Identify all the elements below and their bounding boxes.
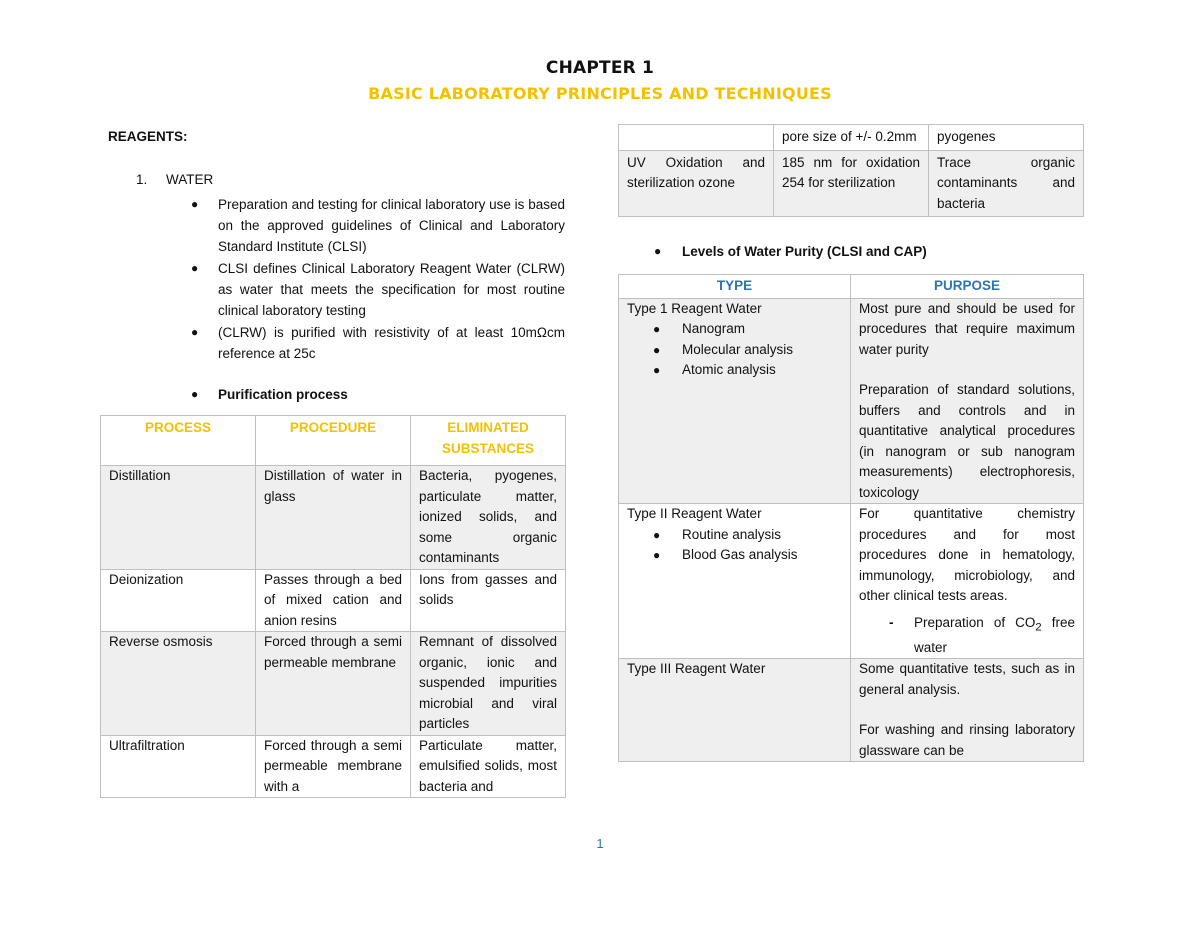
section-heading: REAGENTS: bbox=[108, 129, 188, 144]
left-column bbox=[100, 126, 565, 798]
bullet-icon: ● bbox=[191, 197, 199, 211]
table-cell: Passes through a bed of mixed cation and anion resins bbox=[256, 569, 411, 632]
table-row bbox=[101, 569, 566, 632]
table-header-row bbox=[619, 275, 1084, 299]
item-title: WATER bbox=[166, 172, 214, 187]
table-cell: Trace organic contaminants and bacteria bbox=[929, 150, 1084, 217]
table-cell bbox=[851, 659, 1084, 762]
numbered-item bbox=[136, 169, 565, 190]
table-cell: Remnant of dissolved organic, ionic and suspended impurities microbial and viral particles bbox=[411, 632, 566, 736]
table-row bbox=[619, 150, 1084, 217]
table-cell bbox=[619, 659, 851, 762]
bullet-icon: ● bbox=[653, 363, 661, 377]
bullet-icon: ● bbox=[653, 322, 661, 336]
column-header: PURPOSE bbox=[851, 275, 1084, 299]
table-row bbox=[101, 466, 566, 570]
table-row bbox=[101, 735, 566, 798]
table-cell: pyogenes bbox=[929, 125, 1084, 151]
chapter-subtitle: BASIC LABORATORY PRINCIPLES AND TECHNIQUES bbox=[368, 84, 832, 103]
table-cell: Particulate matter, emulsified solids, most bacteria and bbox=[411, 735, 566, 798]
page-number: 1 bbox=[596, 836, 604, 851]
water-types-table bbox=[618, 274, 1084, 762]
list-item: ● Atomic analysis bbox=[627, 360, 842, 381]
purification-table bbox=[100, 415, 566, 798]
bullet-icon: ● bbox=[653, 527, 661, 542]
purification-heading: ● Purification process bbox=[100, 384, 565, 405]
type-uses-list bbox=[627, 319, 842, 381]
bullet-icon: ● bbox=[191, 325, 199, 339]
table-cell: Ultrafiltration bbox=[101, 735, 256, 798]
column-header: PROCEDURE bbox=[256, 416, 411, 466]
list-item: ● Molecular analysis bbox=[627, 340, 842, 361]
bullet-icon: ● bbox=[654, 244, 662, 258]
list-item: ● Preparation and testing for clinical laboratory use is based on the approved guidelines of Clinical and Laboratory Standard Institute (CLSI) bbox=[100, 194, 565, 257]
dash-icon: - bbox=[889, 614, 894, 630]
levels-heading: ● Levels of Water Purity (CLSI and CAP) bbox=[618, 241, 1083, 262]
table-header-row bbox=[101, 416, 566, 466]
type-name: Type III Reagent Water bbox=[627, 661, 766, 677]
table-cell bbox=[619, 504, 851, 659]
bullet-icon: ● bbox=[191, 387, 199, 401]
table-row bbox=[101, 632, 566, 736]
table-cell bbox=[619, 125, 774, 151]
table-cell: Forced through a semi permeable membrane bbox=[256, 632, 411, 736]
table-cell: Distillation bbox=[101, 466, 256, 570]
page-header bbox=[0, 58, 1200, 103]
list-item: ● Routine analysis bbox=[627, 525, 842, 546]
purpose-text: Preparation of standard solutions, buffers and controls and in quantitative analytical procedures (in nanogram or sub nanogram measurements) electrophoresis, toxicology bbox=[859, 382, 1075, 500]
chapter-title: CHAPTER 1 bbox=[545, 58, 655, 78]
table-cell: Forced through a semi permeable membrane with a bbox=[256, 735, 411, 798]
table-cell: Reverse osmosis bbox=[101, 632, 256, 736]
table-cell: 185 nm for oxidation 254 for sterilization bbox=[774, 150, 929, 217]
table-cell: UV Oxidation and sterilization ozone bbox=[619, 150, 774, 217]
table-row bbox=[619, 504, 1084, 659]
list-item: ● (CLRW) is purified with resistivity of at least 10mΩcm reference at 25c bbox=[100, 322, 565, 364]
table-cell bbox=[851, 298, 1084, 504]
table-row bbox=[619, 659, 1084, 762]
purpose-text: For washing and rinsing laboratory glassware can be bbox=[859, 722, 1075, 758]
table-cell bbox=[619, 298, 851, 504]
type-name: Type 1 Reagent Water bbox=[627, 300, 762, 316]
table-row bbox=[619, 125, 1084, 151]
table-cell: Ions from gasses and solids bbox=[411, 569, 566, 632]
table-cell: pore size of +/- 0.2mm bbox=[774, 125, 929, 151]
bullet-icon: ● bbox=[653, 342, 661, 357]
table-cell: Bacteria, pyogenes, particulate matter, ionized solids, and some organic contaminants bbox=[411, 466, 566, 570]
dash-list-item: - Preparation of $CO_2$ free water bbox=[889, 614, 1076, 655]
type-name: Type II Reagent Water bbox=[627, 506, 762, 521]
water-bullet-list bbox=[100, 194, 565, 364]
table-cell: Deionization bbox=[101, 569, 256, 632]
item-number: 1. bbox=[136, 172, 148, 187]
list-item: ● Blood Gas analysis bbox=[627, 545, 842, 566]
table-row bbox=[619, 298, 1084, 504]
column-header: PROCESS bbox=[101, 416, 256, 466]
purpose-text: Most pure and should be used for procedures that require maximum water purity bbox=[859, 300, 1075, 357]
right-column bbox=[618, 124, 1083, 762]
bullet-icon: ● bbox=[191, 261, 199, 275]
type-uses-list bbox=[627, 525, 842, 566]
bullet-icon: ● bbox=[653, 548, 661, 562]
purpose-text: Some quantitative tests, such as in general analysis. bbox=[859, 661, 1075, 697]
table-cell bbox=[851, 504, 1084, 659]
table-cell: Distillation of water in glass bbox=[256, 466, 411, 570]
list-item: ● CLSI defines Clinical Laboratory Reagent Water (CLRW) as water that meets the specification for most routine clinical laboratory testing bbox=[100, 258, 565, 321]
list-item: ● Nanogram bbox=[627, 319, 842, 340]
column-header: TYPE bbox=[619, 275, 851, 299]
column-header: ELIMINATED SUBSTANCES bbox=[411, 416, 566, 466]
purpose-text: For quantitative chemistry procedures and for most procedures done in hematology, immunology, microbiology, and other clinical tests areas. bbox=[859, 506, 1075, 603]
purification-table-continued bbox=[618, 124, 1084, 217]
